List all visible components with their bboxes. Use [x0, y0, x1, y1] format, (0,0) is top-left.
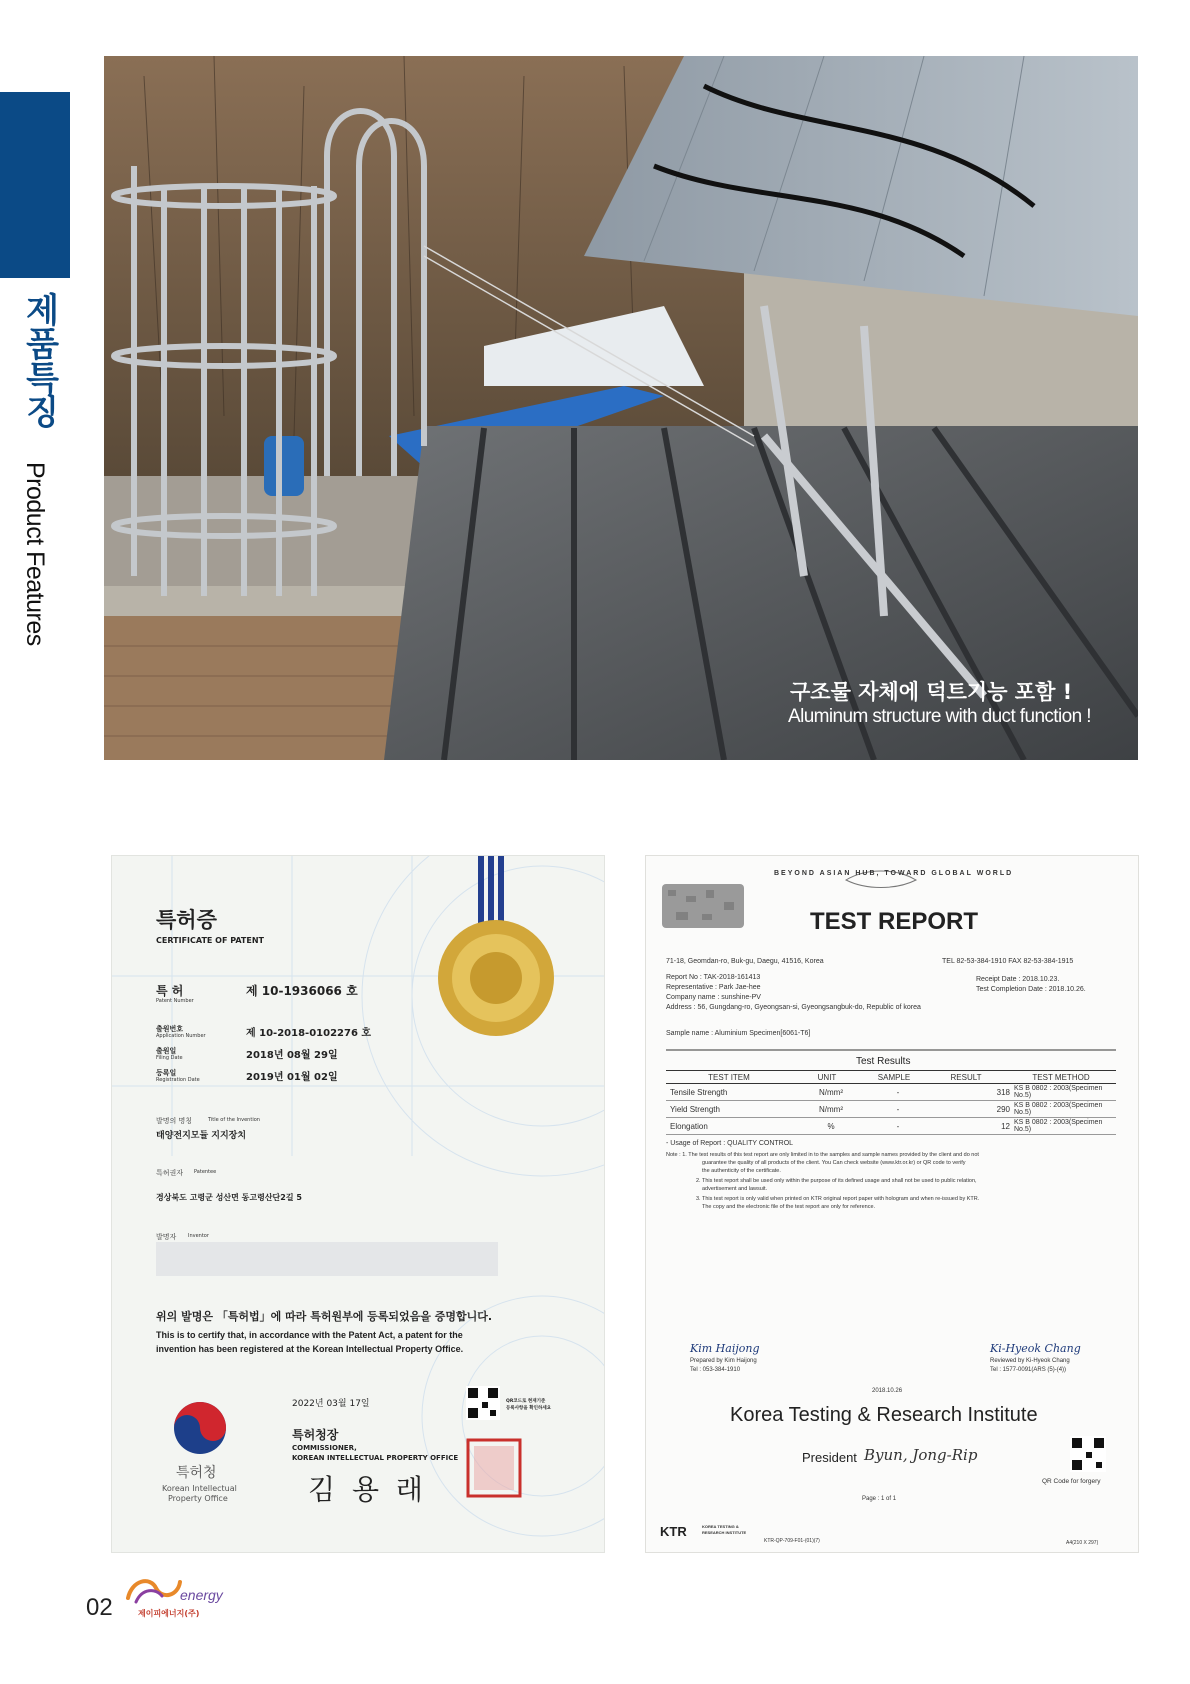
ktr-sub-1: KOREA TESTING & [702, 1524, 739, 1529]
note-1b: guarantee the quality of all products of the client. You Can check website (www.ktr.or.kr) or QR code to verify [702, 1160, 966, 1166]
patentee-label: 특허권자 [156, 1169, 184, 1177]
note-2b: advertisement and lawsuit. [702, 1186, 768, 1192]
cell-sample: - [896, 1104, 900, 1114]
filing-label: 출원일 [156, 1047, 177, 1055]
president-signature: Byun, Jong-Rip [864, 1446, 978, 1464]
table-header [666, 1070, 1116, 1084]
patent-certificate [111, 855, 605, 1553]
cell-method: KS B 0802 : 2003(Specimen No.5) [1014, 1102, 1103, 1116]
qr-note-1: QR코드로 현재기준 [506, 1399, 546, 1404]
cell-method: KS B 0802 : 2003(Specimen No.5) [1014, 1119, 1103, 1133]
filing-date: 2018년 08월 29일 [246, 1050, 338, 1061]
prepared-by: Prepared by Kim Haijong [690, 1358, 757, 1364]
sample-name: Sample name : Aluminium Specimen[6061-T6] [666, 1030, 811, 1037]
signature-left: Kim Haijong [690, 1342, 760, 1355]
completion-date: Test Completion Date : 2018.10.26. [976, 986, 1086, 993]
redacted-inventor [156, 1242, 498, 1276]
results-title: Test Results [856, 1056, 911, 1067]
company-address: Address : 56, Gungdang-ro, Gyeongsan-si, Gyeongsangbuk-do, Republic of korea [666, 1004, 921, 1011]
patent-number: 제 10-1936066 호 [246, 984, 358, 998]
registration-label: 등록일 [156, 1069, 177, 1077]
certificate-background [112, 856, 604, 1552]
photo-caption-en: Aluminum structure with duct function ! [788, 706, 1091, 727]
commissioner-en-2: KOREAN INTELLECTUAL PROPERTY OFFICE [292, 1454, 459, 1462]
company-name: Company name : sunshine-PV [666, 994, 761, 1001]
statement-en-1: This is to certify that, in accordance with the Patent Act, a patent for the [156, 1330, 463, 1340]
note-1c: the authenticity of the certificate. [702, 1168, 781, 1174]
column-header: TEST METHOD [1032, 1072, 1090, 1082]
application-label-en: Application Number [156, 1033, 206, 1039]
institute-name: Korea Testing & Research Institute [730, 1404, 1038, 1426]
issue-date: 2018.10.26 [872, 1388, 903, 1394]
form-number: KTR-QP-709-F01-(01)(7) [764, 1538, 820, 1544]
representative: Representative : Park Jae-hee [666, 984, 761, 991]
office-name-en-2: Property Office [168, 1494, 228, 1503]
note-3: 3. This test report is only valid when printed on KTR original report paper with hologram and when re-issued by KTR. [696, 1196, 980, 1202]
inventor-label-en: Inventor [188, 1233, 209, 1239]
invention-label-en: Title of the Invention [208, 1117, 260, 1123]
cell-unit: N/mm² [819, 1087, 843, 1097]
test-report [645, 855, 1139, 1553]
application-label: 출원번호 [156, 1025, 184, 1033]
company-name: 제이피에너지(주) [138, 1609, 200, 1618]
kipo-logo [174, 1402, 226, 1454]
cell-sample: - [896, 1121, 900, 1131]
section-title-ko: 제품특징 [19, 292, 59, 428]
certificate-date: 2022년 03월 17일 [292, 1399, 370, 1409]
statement-ko: 위의 발명은 「특허법」에 따라 특허원부에 등록되었음을 증명합니다. [156, 1310, 493, 1323]
paper-size: A4(210 X 297) [1066, 1540, 1099, 1546]
note-2: 2. This test report shall be used only within the purpose of its defined usage and shall not be used to public relation, [696, 1178, 977, 1184]
cell-item: Yield Strength [670, 1104, 720, 1114]
photo-illustration [104, 56, 1138, 760]
cell-method: KS B 0802 : 2003(Specimen No.5) [1014, 1085, 1103, 1099]
patentee-address: 경상북도 고령군 성산면 동고령산단2길 5 [156, 1193, 302, 1202]
qr-code [466, 1386, 500, 1420]
cell-result: 318 [996, 1087, 1010, 1097]
report-qr-code [1070, 1436, 1106, 1472]
column-header: SAMPLE [877, 1072, 911, 1082]
page-number: 02 [86, 1594, 113, 1621]
signature-right: Ki-Hyeok Chang [990, 1342, 1081, 1355]
invention-label: 발명의 명칭 [156, 1117, 193, 1125]
report-usage: - Usage of Report : QUALITY CONTROL [666, 1140, 794, 1147]
tel-right: Tel : 1577-0091(ARS (5)-(4)) [990, 1367, 1067, 1373]
ktr-sub-2: RESEARCH INSTITUTE [702, 1530, 747, 1535]
lab-address: 71-18, Geomdan-ro, Buk-gu, Daegu, 41516, Korea [666, 958, 824, 965]
receipt-date: Receipt Date : 2018.10.23. [976, 976, 1060, 983]
table-row [666, 1101, 1116, 1118]
report-motto: BEYOND ASIAN HUB, TOWARD GLOBAL WORLD [774, 870, 1014, 877]
cell-result: 290 [996, 1104, 1010, 1114]
commissioner-ko: 특허청장 [292, 1428, 339, 1442]
logo-word: energy [180, 1587, 223, 1603]
patent-title: 특허증 [156, 908, 217, 932]
page-indicator: Page : 1 of 1 [862, 1496, 897, 1502]
column-header: UNIT [817, 1072, 837, 1082]
product-photo [104, 56, 1138, 760]
gold-seal [438, 920, 554, 1036]
inventor-label: 발명자 [156, 1233, 177, 1241]
photo-caption-ko: 구조물 자체에 덕트기능 포함 ! [790, 680, 1073, 704]
patent-number-label: 특 허 [156, 984, 184, 998]
office-name-en-1: Korean Intellectual [162, 1484, 237, 1493]
cell-item: Tensile Strength [670, 1087, 728, 1097]
statement-en-2: invention has been registered at the Korean Intellectual Property Office. [156, 1344, 464, 1354]
ktr-logo: KTR [660, 1524, 687, 1539]
lab-tel-fax: TEL 82-53-384-1910 FAX 82-53-384-1915 [942, 958, 1074, 965]
note-3b: The copy and the electronic file of the test report are only for reference. [702, 1204, 876, 1210]
note-1: Note : 1. The test results of this test report are only limited in to the samples and sample names provided by the client and do not [666, 1152, 979, 1158]
cell-unit: N/mm² [819, 1104, 843, 1114]
table-row [666, 1084, 1116, 1101]
registration-date: 2019년 01월 02일 [246, 1072, 338, 1083]
report-no: Report No : TAK-2018-161413 [666, 974, 761, 981]
column-header: RESULT [950, 1072, 982, 1082]
commissioner-signature: 김 용 래 [308, 1473, 427, 1506]
application-number: 제 10-2018-0102276 호 [246, 1028, 372, 1039]
office-name-ko: 특허청 [176, 1465, 217, 1481]
registration-label-en: Registration Date [156, 1077, 200, 1083]
qr-label: QR Code for forgery [1042, 1478, 1101, 1485]
tel-left: Tel : 053-384-1910 [690, 1367, 741, 1373]
patent-number-label-en: Patent Number [156, 998, 194, 1004]
invention-title: 태양전지모듈 지지장치 [156, 1131, 247, 1141]
column-header: TEST ITEM [708, 1072, 750, 1082]
official-seal [468, 1440, 520, 1496]
table-row [666, 1118, 1116, 1135]
cell-sample: - [896, 1087, 900, 1097]
results-table [666, 1070, 1116, 1135]
president-label: President [802, 1450, 857, 1465]
commissioner-en-1: COMMISSIONER, [292, 1444, 357, 1452]
patent-title-en: CERTIFICATE OF PATENT [156, 936, 264, 945]
qr-note-2: 등록사항을 확인하세요 [506, 1406, 552, 1411]
section-title-en: Product Features [21, 462, 49, 646]
cell-unit: % [827, 1121, 835, 1131]
sidebar-tab [0, 92, 70, 278]
patentee-label-en: Patentee [194, 1169, 217, 1175]
filing-label-en: Filing Date [156, 1055, 183, 1061]
report-title: TEST REPORT [810, 908, 979, 935]
cell-item: Elongation [670, 1121, 708, 1131]
reviewed-by: Reviewed by Ki-Hyeok Chang [990, 1358, 1070, 1364]
cell-result: 12 [1001, 1121, 1010, 1131]
